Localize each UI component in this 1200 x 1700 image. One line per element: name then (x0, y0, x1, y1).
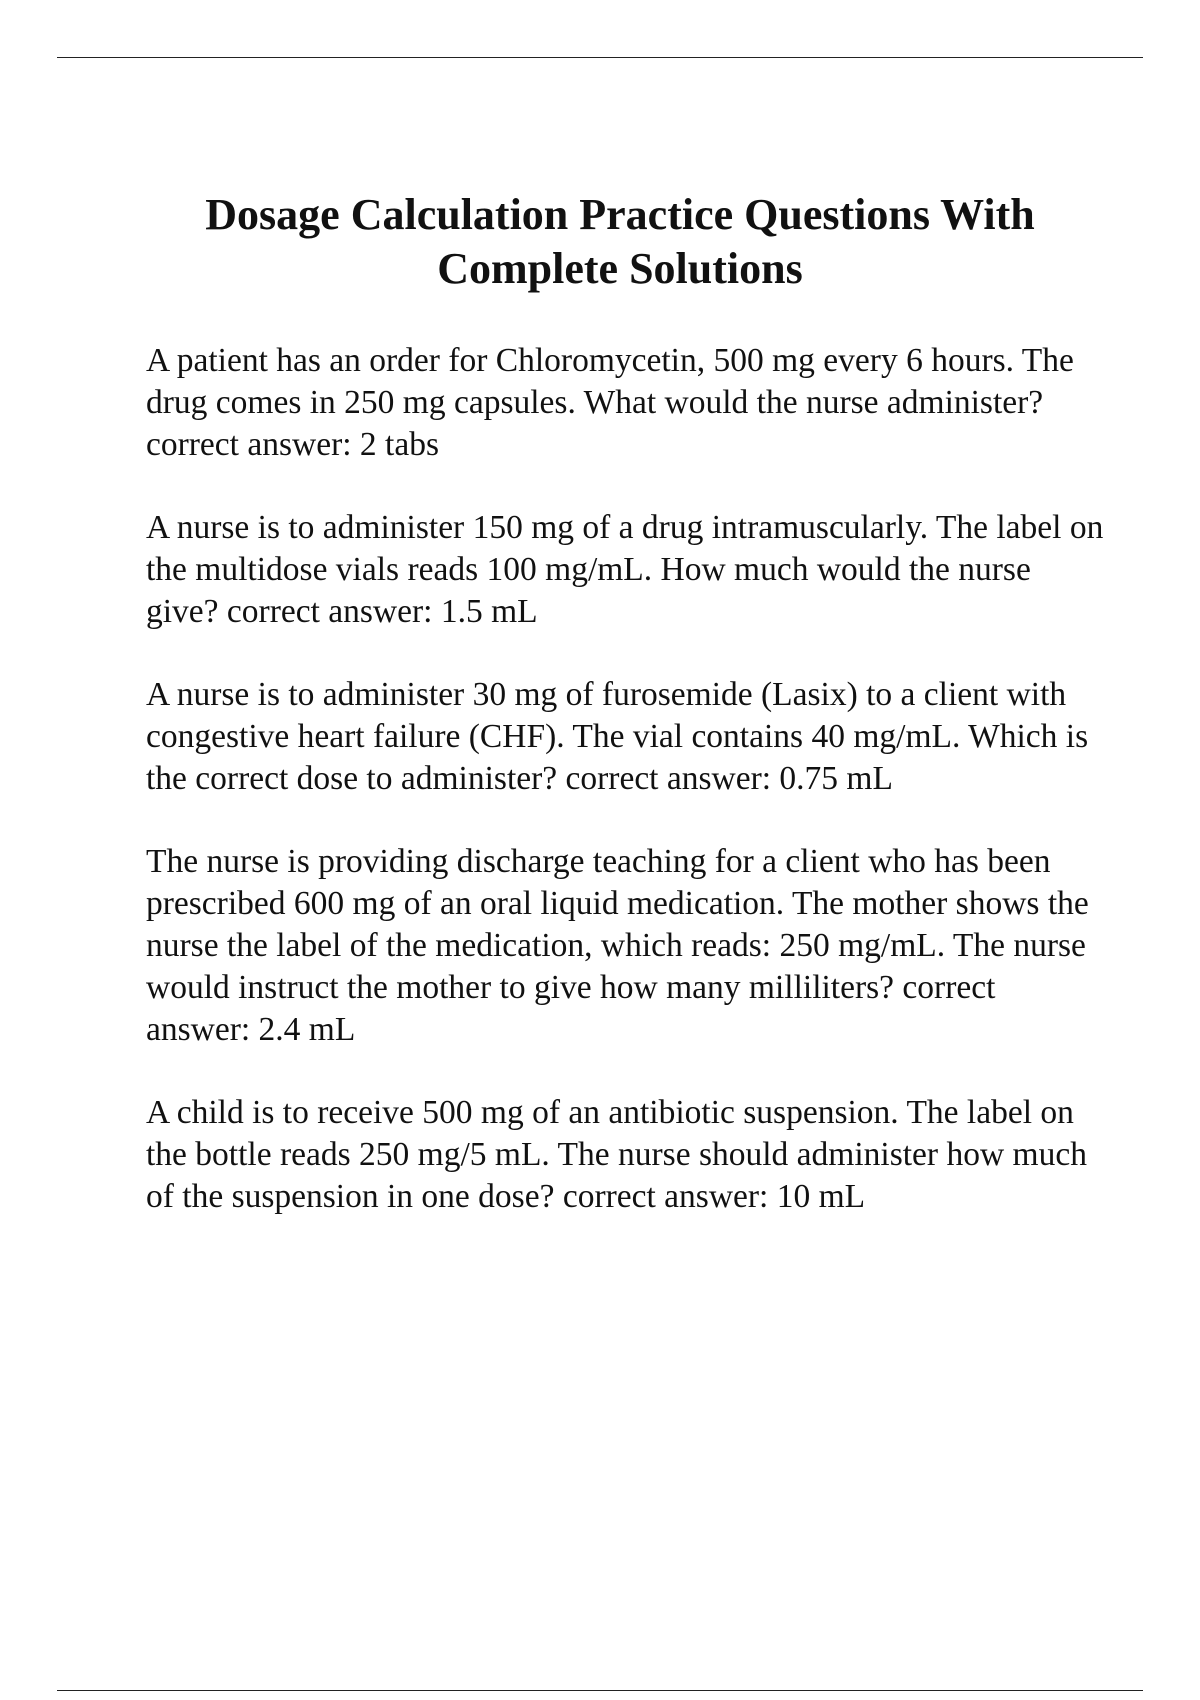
question-list (146, 340, 1106, 1259)
page-title: Dosage Calculation Practice Questions With Complete Solutions (205, 190, 1035, 293)
question-2: A nurse is to administer 150 mg of a drug intramuscularly. The label on the multidose vials reads 100 mg/mL. How much would the nurse give? correct answer: 1.5 mL (146, 509, 1104, 630)
top-divider (57, 57, 1143, 58)
question-5: A child is to receive 500 mg of an antibiotic suspension. The label on the bottle reads 250 mg/5 mL. The nurse should administer how much of the suspension in one dose? correct answer: 10 mL (146, 1094, 1087, 1215)
question-3: A nurse is to administer 30 mg of furosemide (Lasix) to a client with congestive heart failure (CHF). The vial contains 40 mg/mL. Which is the correct dose to administer? correct answer: 0.75 mL (146, 676, 1089, 797)
bottom-divider (57, 1690, 1143, 1691)
question-4: The nurse is providing discharge teaching for a client who has been prescribed 600 mg of an oral liquid medication. The mother shows the nurse the label of the medication, which reads: 250 mg/mL. The nurse would instruct the mother to give how many milliliters? correct answer: 2.4 mL (146, 843, 1089, 1048)
question-1: A patient has an order for Chloromycetin, 500 mg every 6 hours. The drug comes in 250 mg capsules. What would the nurse administer? correct answer: 2 tabs (146, 342, 1074, 463)
